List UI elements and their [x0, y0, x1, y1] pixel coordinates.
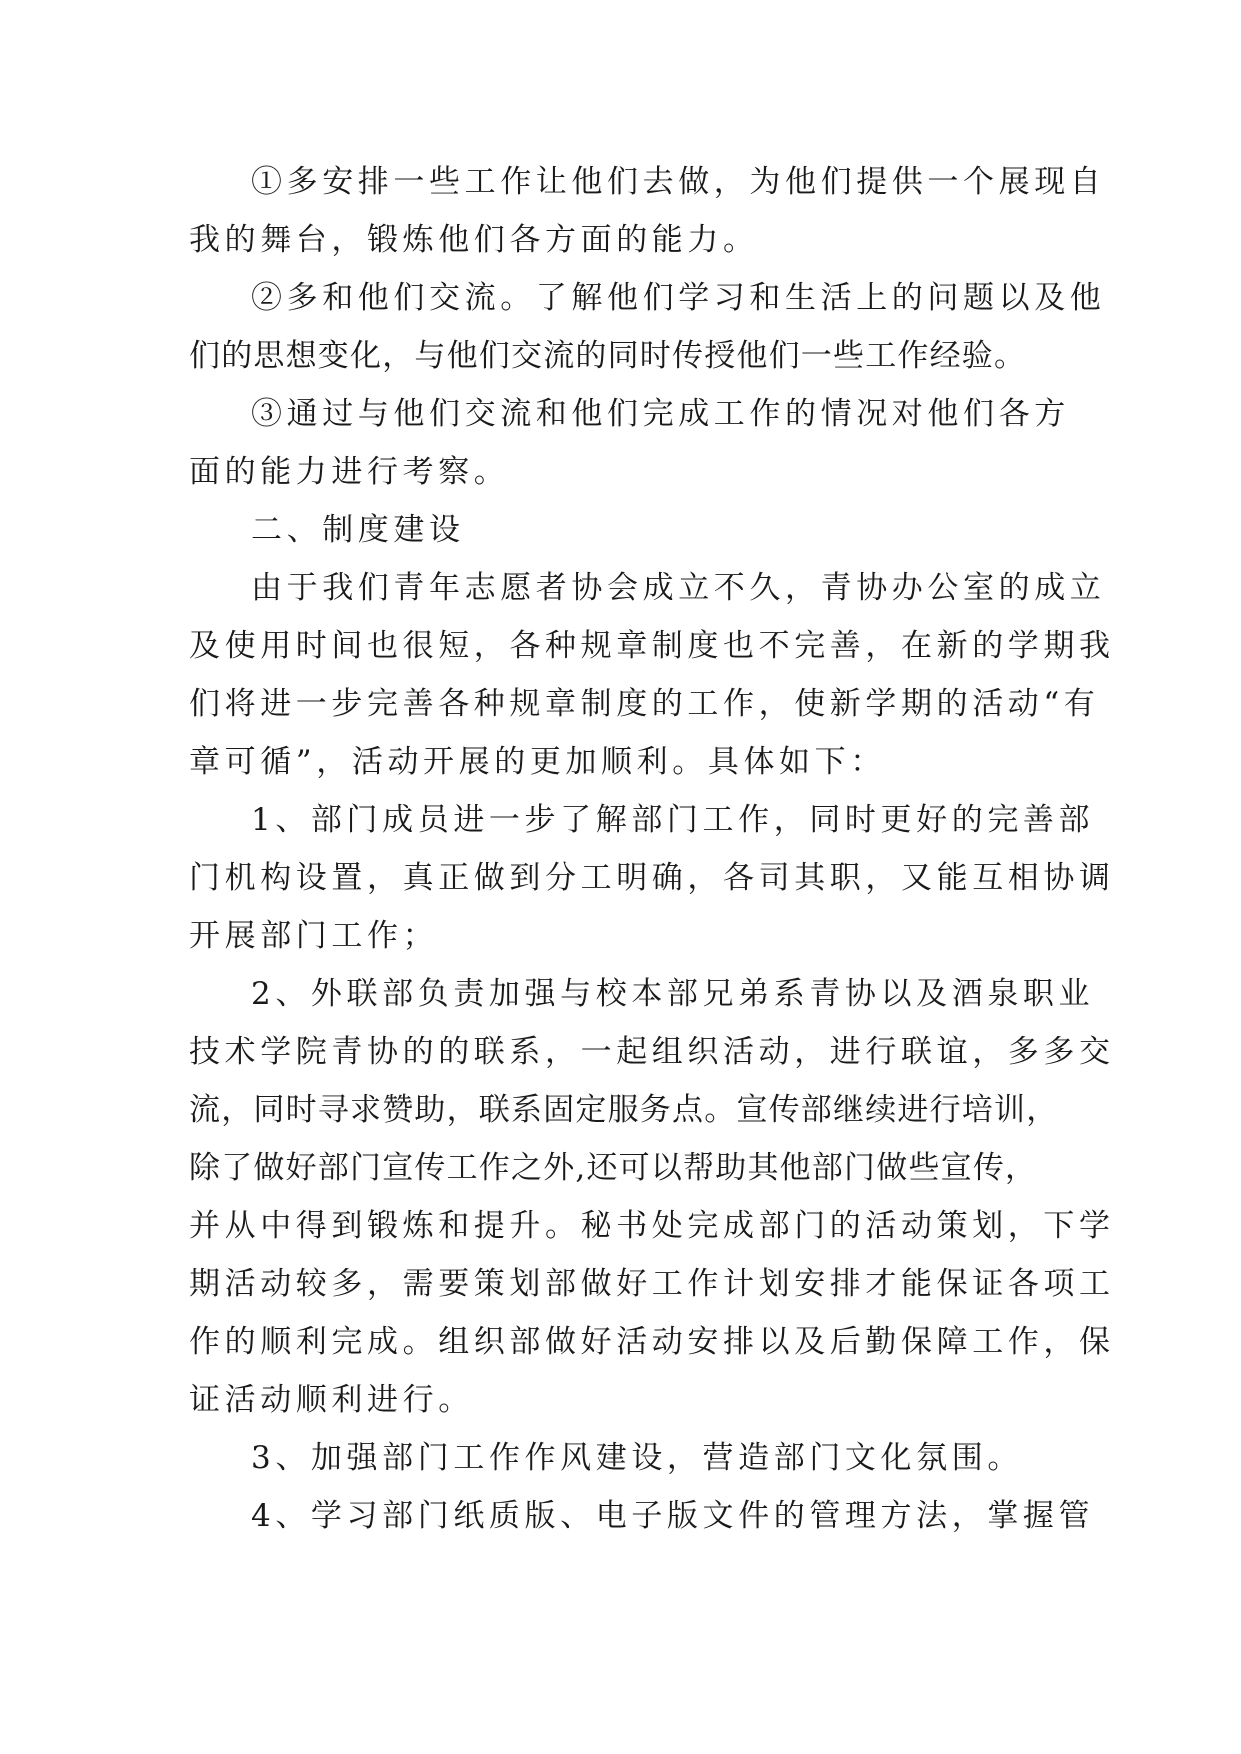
- text-line: 门机构设置，真正做到分工明确，各司其职，又能互相协调: [189, 860, 1115, 896]
- text-line: 面的能力进行考察。: [189, 454, 510, 490]
- section-heading: 二、制度建设: [251, 512, 465, 548]
- text-line: ①多安排一些工作让他们去做，为他们提供一个展现自: [251, 164, 1106, 200]
- text-line: 技术学院青协的的联系，一起组织活动，进行联谊，多多交: [189, 1034, 1115, 1070]
- text-line: 作的顺利完成。组织部做好活动安排以及后勤保障工作，保: [189, 1324, 1115, 1360]
- text-line: 们将进一步完善各种规章制度的工作，使新学期的活动“有: [189, 686, 1100, 722]
- text-line: 期活动较多，需要策划部做好工作计划安排才能保证各项工: [189, 1266, 1115, 1302]
- text-line: 1、部门成员进一步了解部门工作，同时更好的完善部: [251, 802, 1095, 838]
- text-line: 4、学习部门纸质版、电子版文件的管理方法，掌握管: [251, 1498, 1095, 1534]
- text-line: 章可循”，活动开展的更加顺利。具体如下：: [189, 744, 886, 780]
- text-line: 开展部门工作；: [189, 918, 439, 954]
- text-line: 及使用时间也很短，各种规章制度也不完善，在新的学期我: [189, 628, 1115, 664]
- text-line: 们的思想变化，与他们交流的同时传授他们一些工作经验。: [189, 338, 1027, 374]
- text-line: ②多和他们交流。了解他们学习和生活上的问题以及他: [251, 280, 1106, 316]
- text-line: 除了做好部门宣传工作之外,还可以帮助其他部门做些宣传，: [189, 1150, 1038, 1186]
- text-line: 证活动顺利进行。: [189, 1382, 474, 1418]
- text-line: 3、加强部门工作作风建设，营造部门文化氛围。: [251, 1440, 1023, 1476]
- text-line: 流，同时寻求赞助，联系固定服务点。宣传部继续进行培训，: [189, 1092, 1059, 1128]
- text-line: 并从中得到锻炼和提升。秘书处完成部门的活动策划，下学: [189, 1208, 1115, 1244]
- text-line: 由于我们青年志愿者协会成立不久，青协办公室的成立: [251, 570, 1106, 606]
- text-line: ③通过与他们交流和他们完成工作的情况对他们各方: [251, 396, 1070, 432]
- text-line: 2、外联部负责加强与校本部兄弟系青协以及酒泉职业: [251, 976, 1095, 1012]
- text-line: 我的舞台，锻炼他们各方面的能力。: [189, 222, 759, 258]
